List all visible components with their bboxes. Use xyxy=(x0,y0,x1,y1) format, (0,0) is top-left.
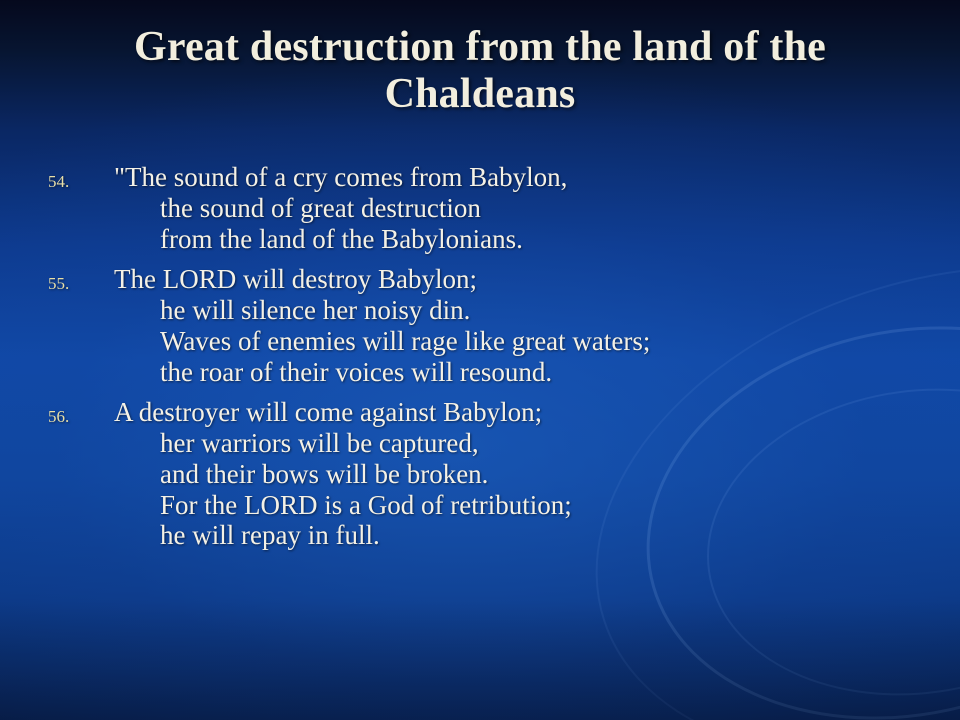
verse-list xyxy=(48,162,928,561)
verse-line: The LORD will destroy Babylon; xyxy=(114,264,477,295)
verse-line: "The sound of a cry comes from Babylon, xyxy=(114,162,568,192)
verse-line: he will repay in full. xyxy=(160,520,380,551)
verse-text xyxy=(114,264,928,387)
verse-line: the sound of great destruction xyxy=(160,192,481,223)
verse-line: her warriors will be captured, xyxy=(160,428,479,459)
verse-text xyxy=(114,397,928,551)
verse-line: from the land of the Babylonians. xyxy=(160,223,523,254)
verse-line: Waves of enemies will rage like great waters; xyxy=(160,325,651,356)
verse-item xyxy=(48,264,928,387)
verse-number: 54. xyxy=(48,172,70,191)
verse-item xyxy=(48,162,928,254)
verse-text xyxy=(114,162,928,254)
verse-line: A destroyer will come against Babylon; xyxy=(114,397,543,428)
background-gradient-overlay xyxy=(0,600,960,720)
verse-item xyxy=(48,397,928,551)
verse-line: For the LORD is a God of retribution; xyxy=(160,489,572,520)
verse-line: and their bows will be broken. xyxy=(160,458,489,489)
verse-line: he will silence her noisy din. xyxy=(160,295,471,326)
slide-title: Great destruction from the land of the Chaldeans xyxy=(134,24,826,118)
verse-line: the roar of their voices will resound. xyxy=(160,356,553,387)
verse-number: 56. xyxy=(48,407,70,427)
verse-number: 55. xyxy=(48,274,70,294)
